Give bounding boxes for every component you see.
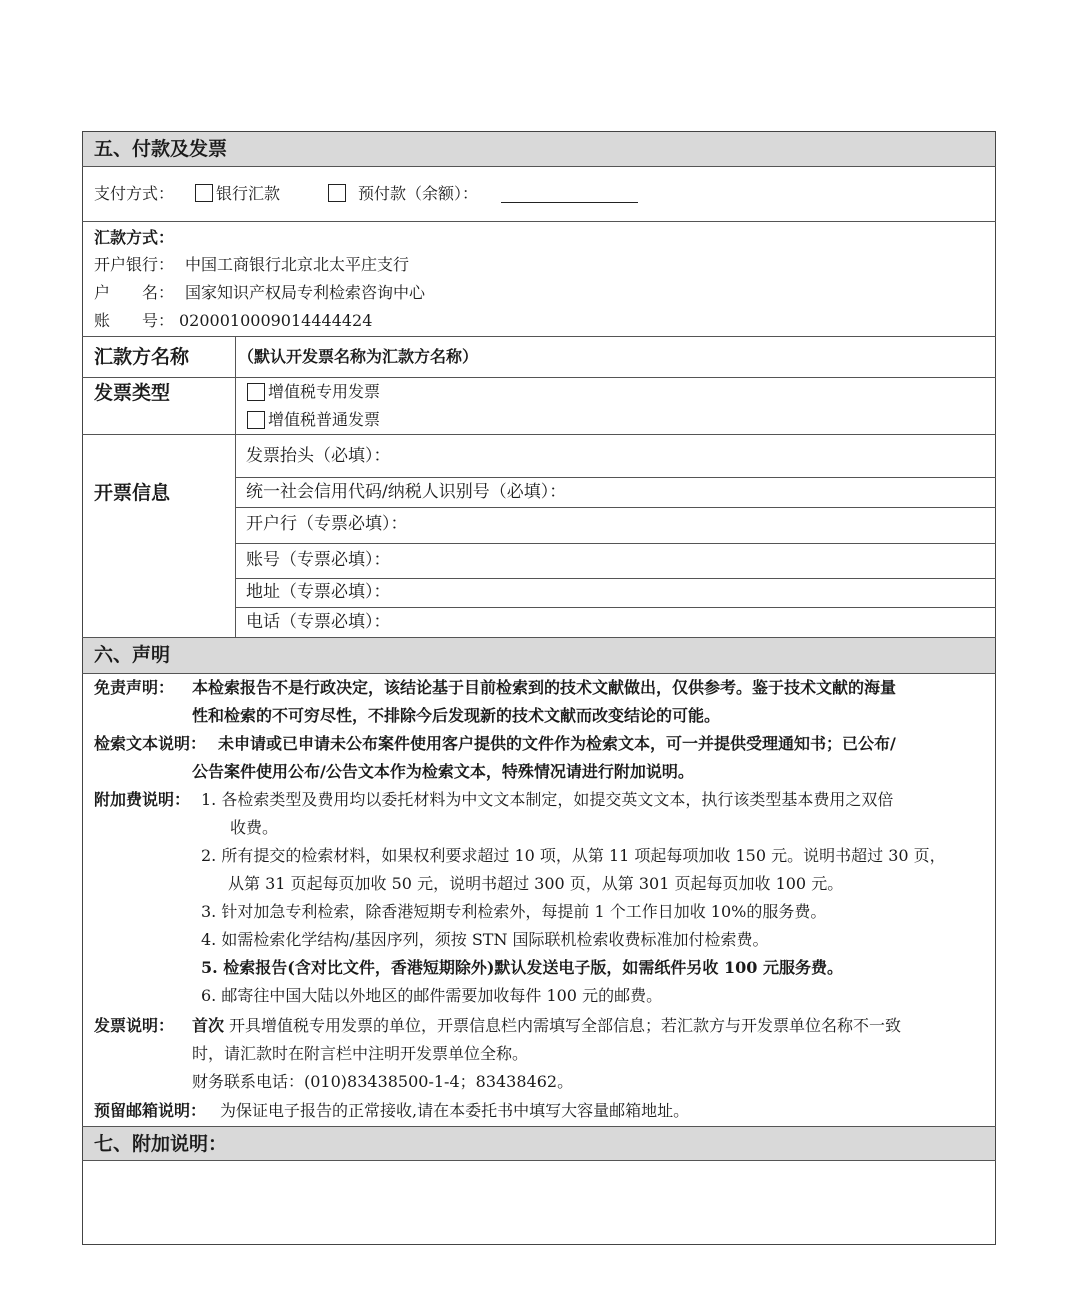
email-note-text: 为保证电子报告的正常接收,请在本委托书中填写大容量邮箱地址。 [220, 1101, 690, 1120]
invoice-note-line-2: 时，请汇款时在附言栏中注明开发票单位全称。 [192, 1044, 529, 1063]
account-name-label: 户 名： [94, 283, 175, 302]
section5-title: 五、付款及发票 [94, 138, 228, 160]
surcharge-item-2-line-2: 从第 31 页起每页加收 50 元，说明书超过 300 页，从第 301 页起每页加收 100 元。 [228, 874, 844, 893]
search-text-label: 检索文本说明： [94, 734, 207, 753]
tax-id-field[interactable]: 统一社会信用代码/纳税人识别号（必填）： [246, 482, 567, 502]
bank-label: 开户银行： [94, 255, 175, 274]
surcharge-item-4: 4. 如需检索化学结构/基因序列，须按 STN 国际联机检索收费标准加付检索费。 [201, 930, 769, 949]
invoice-title-field[interactable]: 发票抬头（必填）： [246, 446, 391, 466]
search-text-line-2: 公告案件使用公布/公告文本作为检索文本，特殊情况请进行附加说明。 [192, 762, 694, 781]
invoice-note-lead: 首次 [192, 1016, 225, 1035]
invoice-info-label: 开票信息 [94, 482, 171, 504]
account-number-value: 0200010009014444424 [179, 311, 373, 330]
invoice-type-label: 发票类型 [94, 382, 171, 404]
surcharge-item-5: 5. 检索报告(含对比文件，香港短期除外)默认发送电子版，如需纸件另收 100 元服务费。 [201, 958, 843, 977]
surcharge-item-1-line-2: 收费。 [230, 818, 279, 837]
surcharge-item-1-line-1: 1. 各检索类型及费用均以委托材料为中文文本制定，如提交英文文本，执行该类型基本费用之双倍 [201, 790, 894, 809]
bank-value: 中国工商银行北京北太平庄支行 [185, 255, 410, 274]
finance-contact: 财务联系电话：(010)83438500-1-4；83438462。 [192, 1072, 574, 1091]
vat-general-label: 增值税普通发票 [268, 410, 381, 429]
prepaid-amount-field[interactable] [501, 202, 638, 203]
surcharge-item-6: 6. 邮寄往中国大陆以外地区的邮件需要加收每件 100 元的邮费。 [201, 986, 663, 1005]
invoice-account-field[interactable]: 账号（专票必填）： [246, 550, 391, 570]
surcharge-label: 附加费说明： [94, 790, 191, 809]
payer-note[interactable]: （默认开发票名称为汇款方名称） [238, 347, 479, 366]
payer-label: 汇款方名称 [94, 346, 190, 368]
surcharge-item-2-line-1: 2. 所有提交的检索材料，如果权利要求超过 10 项，从第 11 项起每项加收 150 元。说明书超过 30 页， [201, 846, 946, 865]
invoice-address-field[interactable]: 地址（专票必填）： [246, 582, 391, 602]
section7-title: 七、附加说明： [94, 1133, 228, 1155]
additional-notes-area[interactable] [83, 1161, 995, 1244]
email-note-label: 预留邮箱说明： [94, 1101, 207, 1120]
invoice-bank-field[interactable]: 开户行（专票必填）： [246, 514, 408, 534]
account-number-label: 账 号： [94, 311, 175, 330]
surcharge-item-3: 3. 针对加急专利检索，除香港短期专利检索外，每提前 1 个工作日加收 10%的服务费。 [201, 902, 827, 921]
vat-special-checkbox[interactable] [247, 383, 265, 401]
bank-transfer-label: 银行汇款 [216, 184, 281, 203]
remit-title: 汇款方式： [94, 228, 175, 247]
vat-general-checkbox[interactable] [247, 411, 265, 429]
payment-label: 支付方式： [94, 184, 175, 203]
bank-transfer-checkbox[interactable] [195, 184, 213, 202]
prepaid-checkbox[interactable] [328, 184, 346, 202]
invoice-note-label: 发票说明： [94, 1016, 175, 1035]
invoice-phone-field[interactable]: 电话（专票必填）： [246, 612, 391, 632]
vat-special-label: 增值税专用发票 [268, 382, 381, 401]
search-text-line-1: 未申请或已申请未公布案件使用客户提供的文件作为检索文本，可一并提供受理通知书；已公布/ [218, 734, 896, 753]
disclaimer-line-1: 本检索报告不是行政决定，该结论基于目前检索到的技术文献做出，仅供参考。鉴于技术文献的海量 [192, 678, 897, 697]
disclaimer-line-2: 性和检索的不可穷尽性，不排除今后发现新的技术文献而改变结论的可能。 [192, 706, 721, 725]
invoice-note-line-1: 开具增值税专用发票的单位，开票信息栏内需填写全部信息；若汇款方与开发票单位名称不一致 [229, 1016, 902, 1035]
account-name-value: 国家知识产权局专利检索咨询中心 [185, 283, 426, 302]
section6-header [83, 638, 995, 673]
prepaid-label: 预付款（余额）： [358, 184, 479, 203]
disclaimer-label: 免责声明： [94, 678, 175, 697]
section6-title: 六、声明 [94, 644, 171, 666]
